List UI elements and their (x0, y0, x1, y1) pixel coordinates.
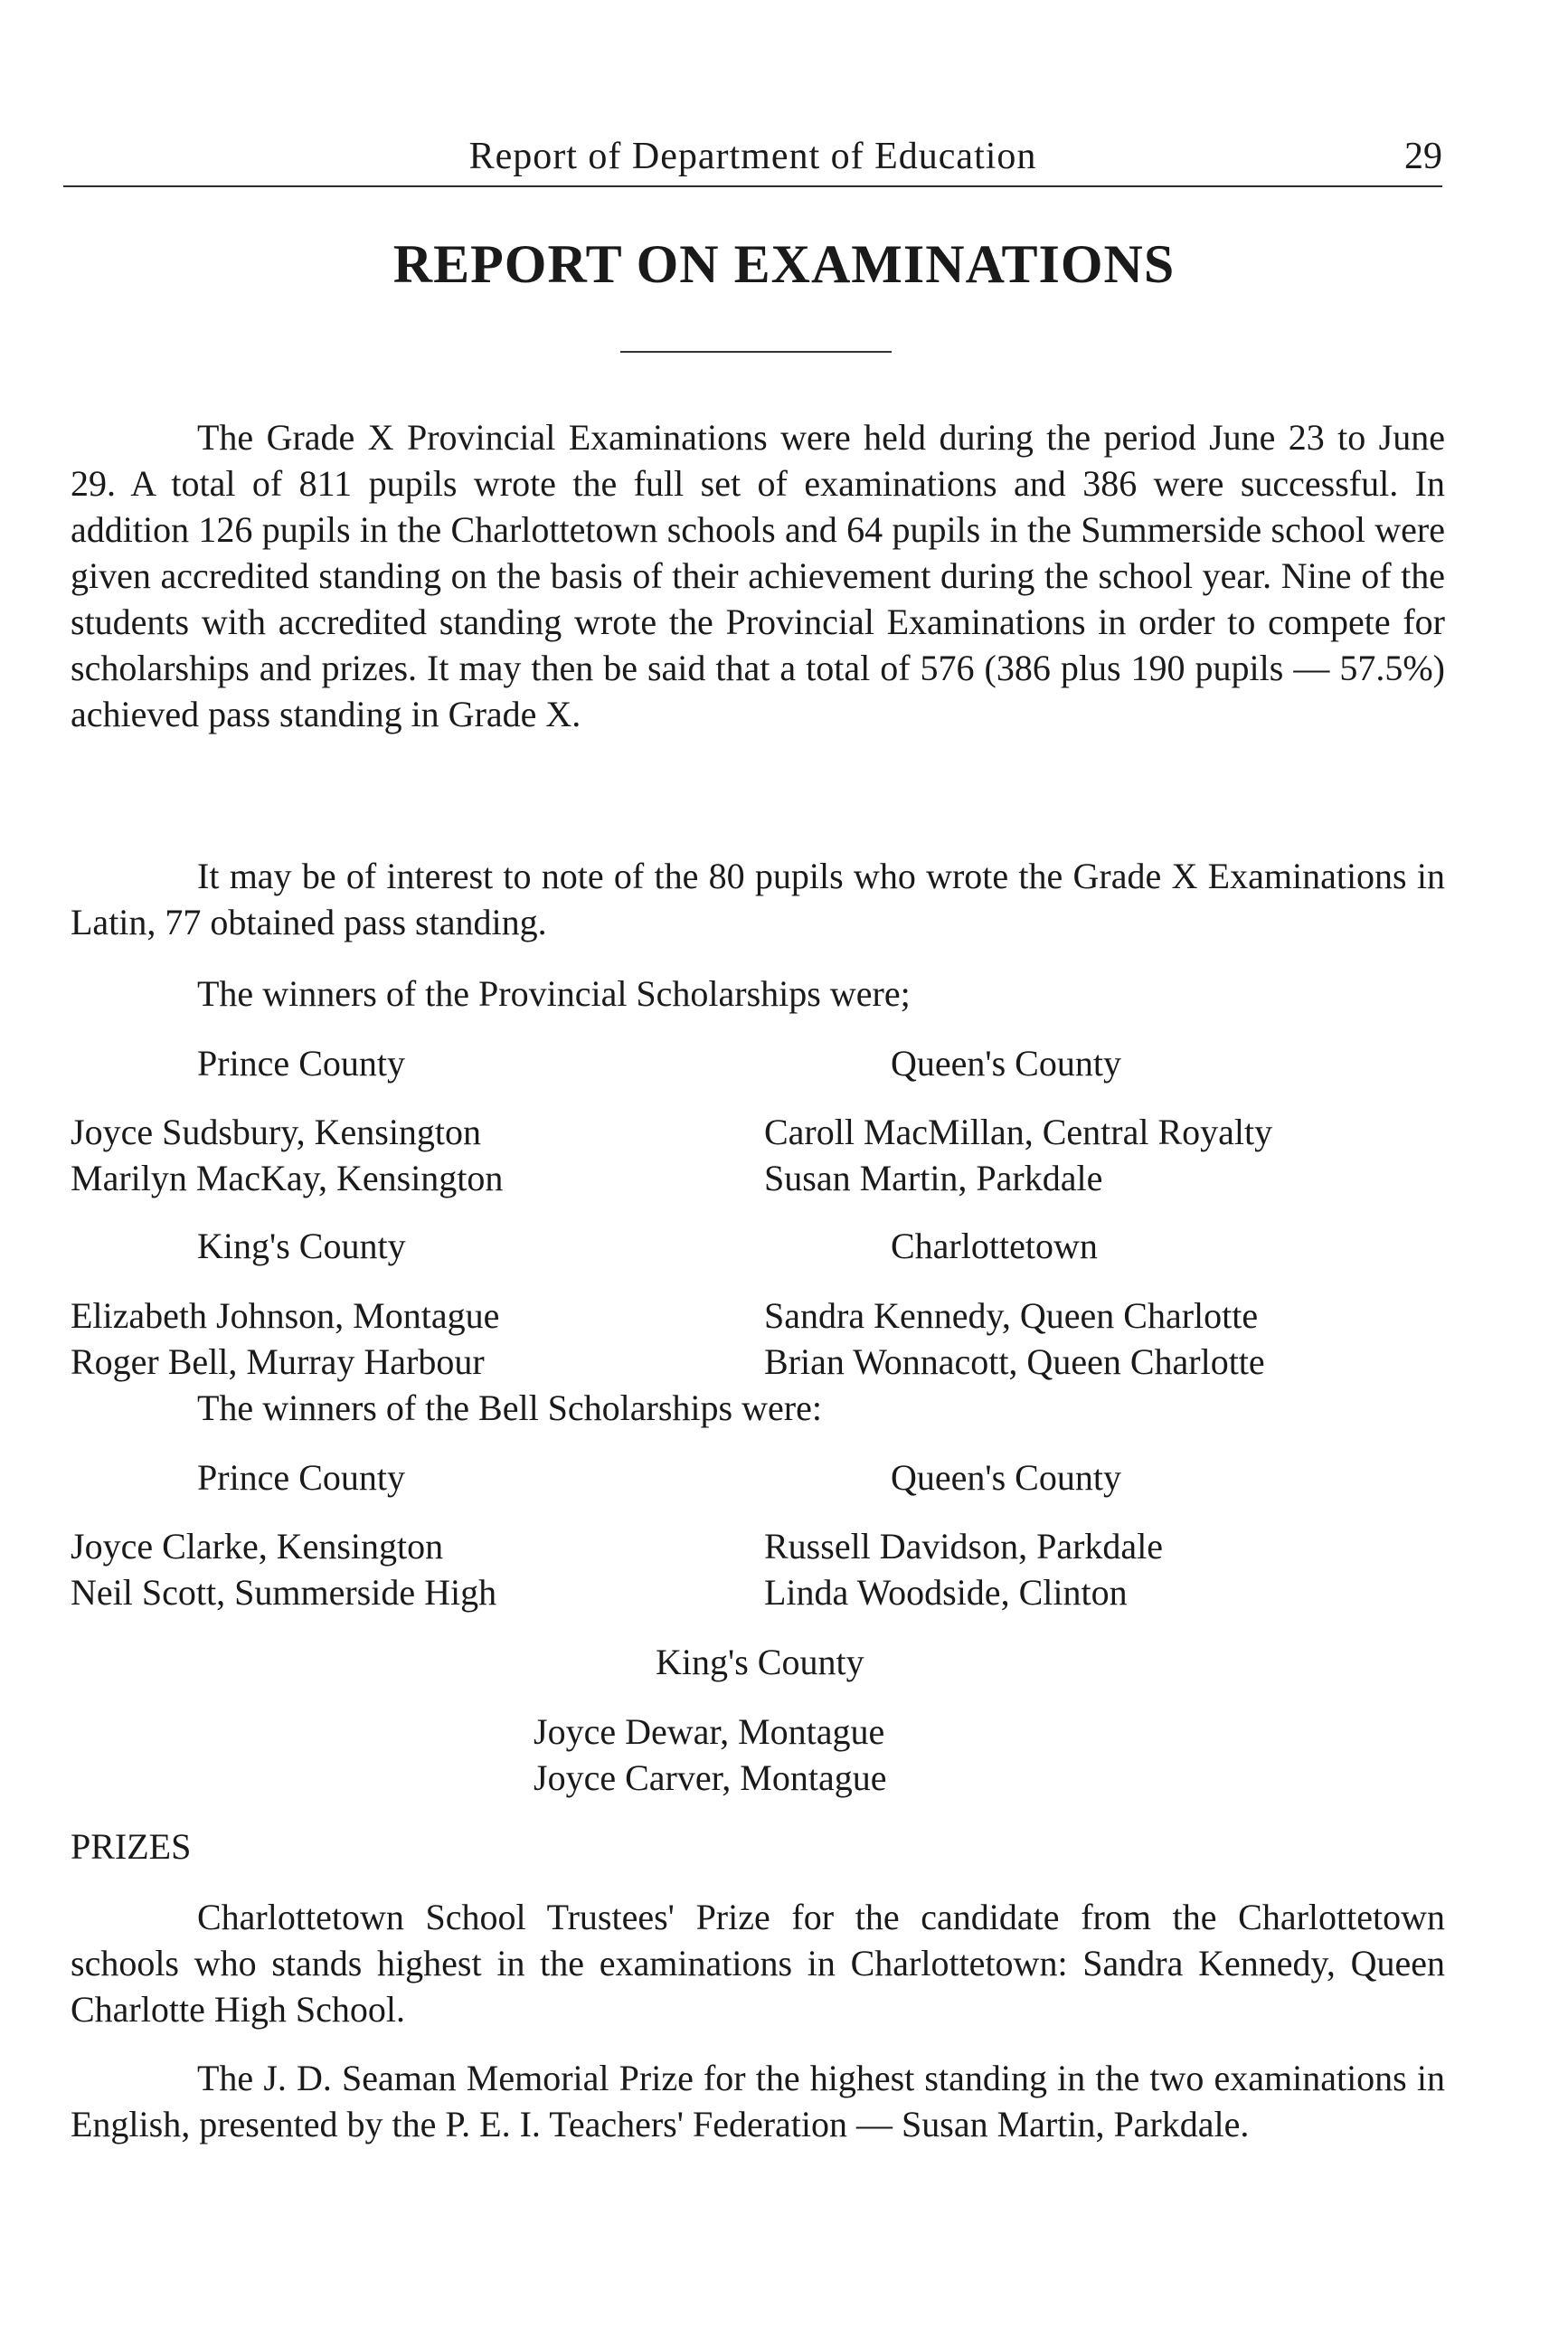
title-divider (620, 351, 892, 353)
bell-scholarships-intro: The winners of the Bell Scholarships were: (197, 1387, 822, 1428)
page-number: 29 (1404, 136, 1442, 177)
provincial-winner: Marilyn MacKay, Kensington (71, 1158, 504, 1198)
bell-winner: Neil Scott, Summerside High (71, 1572, 497, 1613)
provincial-winner: Brian Wonnacott, Queen Charlotte (764, 1341, 1265, 1382)
running-header (63, 131, 1442, 187)
prize-paragraph: Charlottetown School Trustees' Prize for the candidate from the Charlottetown schools who stands highest in the examinations in Charlottetown: Sandra Kennedy, Queen Charlotte High School. (71, 1897, 1445, 2030)
provincial-winner: Caroll MacMillan, Central Royalty (764, 1112, 1273, 1152)
running-title: Report of Department of Education (468, 136, 1037, 177)
provincial-winner: Susan Martin, Parkdale (764, 1158, 1103, 1198)
intro-paragraph-2: It may be of interest to note of the 80 pupils who wrote the Grade X Examinations in Latin, 77 obtained pass standing. (71, 856, 1445, 942)
provincial-charlottetown-heading: Charlottetown (891, 1226, 1098, 1266)
provincial-queens-heading: Queen's County (891, 1043, 1121, 1084)
page-title: REPORT ON EXAMINATIONS (392, 234, 1176, 294)
bell-prince-heading: Prince County (197, 1457, 405, 1498)
provincial-scholarships-intro: The winners of the Provincial Scholarships were; (197, 973, 911, 1014)
bell-winner: Joyce Clarke, Kensington (71, 1526, 444, 1567)
provincial-prince-heading: Prince County (197, 1043, 405, 1084)
prizes-heading: PRIZES (71, 1826, 192, 1867)
bell-winner: Russell Davidson, Parkdale (764, 1526, 1164, 1567)
bell-winner: Joyce Dewar, Montague (534, 1711, 885, 1752)
prize-paragraph: The J. D. Seaman Memorial Prize for the highest standing in the two examinations in English, presented by the P. E. I. Teachers' Federation — Susan Martin, Parkdale. (71, 2058, 1445, 2144)
provincial-winner: Sandra Kennedy, Queen Charlotte (764, 1295, 1259, 1336)
intro-paragraph-1: The Grade X Provincial Examinations were held during the period June 23 to June 29. A total of 811 pupils wrote the full set of examinations and 386 were successful. In addition 126 pupils in the Charlottetown schools and 64 pupils in the Summerside school were given accredited standing on the basis of their achievement during the school year. Nine of the students with accredited standing wrote the Provincial Examinations in order to compete for scholarships and prizes. It may then be said that a total of 576 (386 plus 190 pupils — 57.5%) achieved pass standing in Grade X. (71, 417, 1445, 734)
bell-winner: Linda Woodside, Clinton (764, 1572, 1128, 1613)
bell-winner: Joyce Carver, Montague (534, 1757, 887, 1798)
provincial-winner: Joyce Sudsbury, Kensington (71, 1112, 482, 1152)
bell-kings-heading: King's County (656, 1642, 864, 1682)
provincial-winner: Elizabeth Johnson, Montague (71, 1295, 500, 1336)
bell-queens-heading: Queen's County (891, 1457, 1121, 1498)
provincial-kings-heading: King's County (197, 1226, 406, 1266)
provincial-winner: Roger Bell, Murray Harbour (71, 1341, 485, 1382)
